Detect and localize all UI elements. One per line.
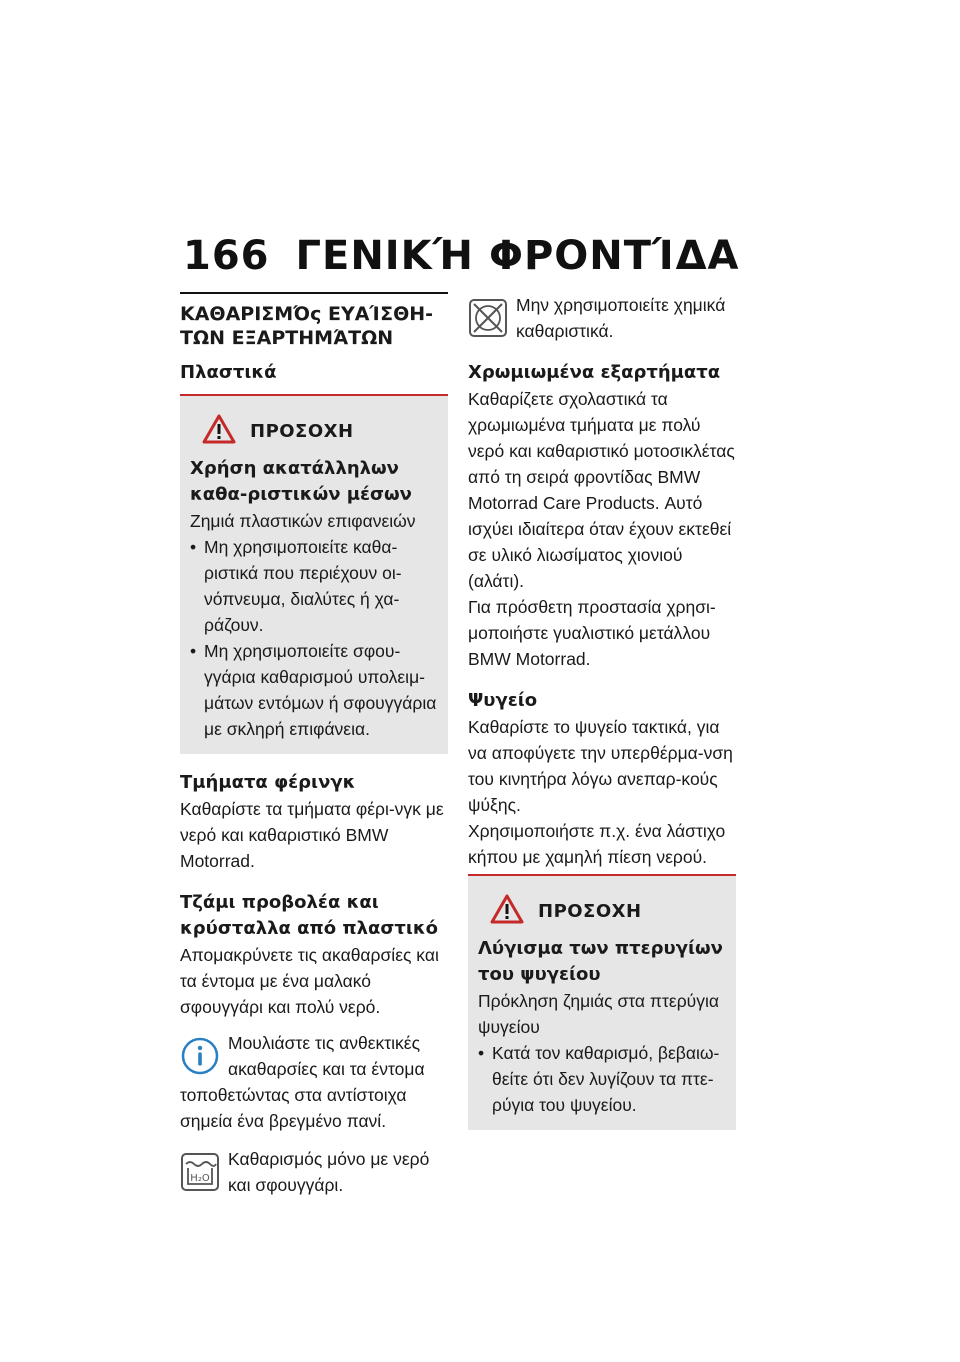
warning-triangle-icon	[490, 894, 524, 929]
section-title: ΚΑΘΑΡΙΣΜΌς ΕΥΑΊΣΘΗ-ΤΩΝ ΕΞΑΡΤΗΜΆΤΩΝ	[180, 292, 448, 350]
info-note-text: Μουλιάστε τις ανθεκτικές ακαθαρσίες και τα έντομα τοποθετώντας στα αντίστοιχα σημεία ένα βρεγμένο πανί.	[180, 1033, 425, 1131]
warning-bullet: • Μη χρησιμοποιείτε καθα-ριστικά που περιέχουν οι-νόπνευμα, διαλύτες ή χα-ράζουν.	[190, 534, 438, 638]
chrome-text: Καθαρίζετε σχολαστικά τα χρωμιωμένα τμήματα με πολύ νερό και καθαριστικό μοτοσικλέτας από τη σειρά φροντίδας BMW Motorrad Care Products. Αυτό ισχύει ιδιαίτερα όταν έχουν εκτεθεί σε υλικό λιωσίματος χιονιού (αλάτι).	[468, 389, 735, 591]
radiator-text-2: Χρησιμοποιήστε π.χ. ένα λάστιχο κήπου με χαμηλή πίεση νερού.	[468, 821, 726, 867]
warning-bullets	[478, 1040, 726, 1118]
radiator-text: Καθαρίστε το ψυγείο τακτικά, για να αποφύγετε την υπερθέρμα-νση του κινητήρα λόγω ανεπαρ-κούς ψύξης.	[468, 717, 733, 815]
chrome-heading: Χρωμιωμένα εξαρτήματα	[468, 362, 721, 383]
water-note-text: Καθαρισμός μόνο με νερό και σφουγγάρι.	[228, 1149, 430, 1195]
no-chemicals-note	[468, 292, 736, 344]
fairing-text: Καθαρίστε τα τμήματα φέρι-νγκ με νερό και καθαριστικό BMW Motorrad.	[180, 799, 444, 871]
warning-bullet: • Μη χρησιμοποιείτε σφου-γγάρια καθαρισμού υπολειμ-μάτων εντόμων ή σφουγγάρια με σκληρή επιφάνεια.	[190, 638, 438, 742]
water-only-icon	[180, 1152, 220, 1192]
fairing-heading: Τμήματα φέρινγκ	[180, 772, 356, 793]
right-column	[468, 292, 736, 1130]
warning-box-plastics	[180, 396, 448, 754]
warning-consequence: Πρόκληση ζημιάς στα πτερύγια ψυγείου	[478, 991, 719, 1037]
chrome-text-2: Για πρόσθετη προστασία χρησι-μοποιήστε γυαλιστικό μετάλλου BMW Motorrad.	[468, 597, 716, 669]
warning-label: ΠΡΟΣΟΧΗ	[538, 900, 642, 922]
water-note	[180, 1146, 448, 1198]
plastics-heading: Πλαστικά	[180, 362, 277, 383]
page-number: 166	[183, 233, 270, 279]
warning-title: Χρήση ακατάλληλων καθα-ριστικών μέσων	[190, 458, 412, 505]
svg-text:H₂O: H₂O	[190, 1173, 210, 1184]
warning-box-radiator	[468, 876, 736, 1130]
windscreen-heading: Τζάμι προβολέα και κρύσταλλα από πλαστικό	[180, 892, 439, 939]
warning-bullet: • Κατά τον καθαρισμό, βεβαιω-θείτε ότι δεν λυγίζουν τα πτε-ρύγια του ψυγείου.	[478, 1040, 726, 1118]
radiator-heading: Ψυγείο	[468, 690, 538, 711]
warning-consequence: Ζημιά πλαστικών επιφανειών	[190, 511, 416, 531]
info-icon	[180, 1036, 220, 1076]
no-chemicals-text: Μην χρησιμοποιείτε χημικά καθαριστικά.	[516, 295, 726, 341]
left-column	[180, 292, 448, 1198]
windscreen-text: Απομακρύνετε τις ακαθαρσίες και τα έντομα με ένα μαλακό σφουγγάρι και πολύ νερό.	[180, 945, 439, 1017]
no-chemicals-icon	[468, 298, 508, 338]
warning-triangle-icon	[202, 414, 236, 449]
warning-label: ΠΡΟΣΟΧΗ	[250, 420, 354, 442]
warning-bullets	[190, 534, 438, 742]
page-title	[183, 233, 739, 279]
warning-title: Λύγισμα των πτερυγίων του ψυγείου	[478, 938, 723, 985]
info-note	[180, 1030, 448, 1134]
chapter-title: ΓΕΝΙΚΉ ΦΡΟΝΤΊΔΑ	[295, 233, 740, 279]
